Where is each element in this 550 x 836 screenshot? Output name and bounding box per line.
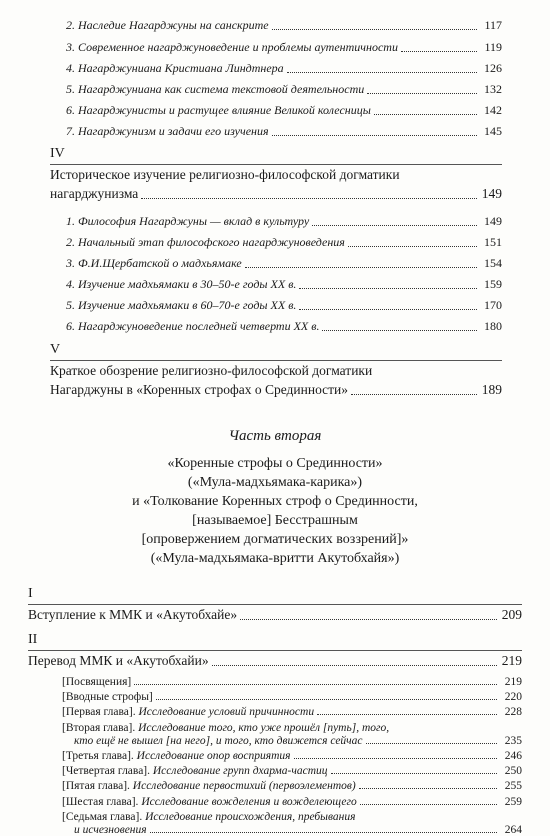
- toc-entry-page: 180: [484, 319, 502, 333]
- toc-entry-title: Перевод ММК и «Акутобхайи»: [28, 653, 209, 668]
- toc-entry-page: 151: [484, 235, 502, 249]
- toc-entry-page: 170: [484, 298, 502, 312]
- toc-leader: [360, 803, 497, 805]
- chapter-bracket: [Шестая глава].: [62, 795, 139, 808]
- toc-leader: [322, 329, 477, 331]
- toc-entry[interactable]: [62, 691, 522, 703]
- toc-entry-title: 6. Нагарджунисты и растущее влияние Великой колесницы: [66, 103, 371, 117]
- chapter-bracket: [Вводные строфы]: [62, 691, 153, 704]
- toc-leader: [245, 266, 477, 268]
- chapter-bracket: [Посвящения]: [62, 676, 132, 688]
- section-rule: [50, 360, 502, 361]
- toc-entry-page: 149: [481, 186, 502, 201]
- section-rule: [28, 604, 522, 605]
- chapter-bracket: [Седьмая глава].: [62, 810, 143, 823]
- toc-entry[interactable]: [66, 124, 502, 139]
- toc-entry-page: 209: [501, 607, 522, 622]
- toc-entry-page: 126: [484, 61, 502, 75]
- toc-entry-title: 2. Наследие Нагарджуны на санскрите: [66, 18, 269, 32]
- toc-leader: [312, 224, 477, 226]
- toc-entry-page: 142: [484, 103, 502, 117]
- part-title-line: [называемое] Бесстрашным: [192, 513, 358, 528]
- toc-entry-page: 246: [504, 750, 522, 762]
- toc-leader: [141, 197, 477, 199]
- toc-entry[interactable]: [28, 607, 522, 623]
- toc-leader: [317, 713, 497, 715]
- toc-entry-title: 4. Нагарджуниана Кристиана Линдтнера: [66, 61, 284, 75]
- toc-entry-title: 5. Нагарджуниана как система текстовой деятельности: [66, 82, 365, 96]
- toc-entry-title: [62, 722, 389, 734]
- toc-entry-page: 145: [484, 124, 502, 138]
- toc-entry-title: [62, 706, 314, 718]
- chapter-title: Исследование групп дхарма-частиц: [150, 765, 328, 778]
- chapter-title: Исследование происхождения, пребывания: [142, 810, 356, 823]
- chapter-title: Исследование условий причинности: [135, 706, 315, 719]
- toc-leader: [156, 698, 497, 700]
- toc-entry-page: 264: [504, 824, 522, 836]
- toc-entry-page: 219: [501, 653, 522, 668]
- toc-entry[interactable]: [66, 235, 502, 250]
- toc-entry[interactable]: [66, 277, 502, 292]
- toc-leader: [374, 113, 477, 115]
- toc-entry-page: 154: [484, 256, 502, 270]
- toc-entry-title: [62, 750, 291, 762]
- toc-entry-title: 3. Ф.И.Щербатской о мадхьямаке: [66, 256, 242, 270]
- toc-entry[interactable]: [66, 103, 502, 118]
- chapter-bracket: [Первая глава].: [62, 706, 136, 719]
- toc-leader: [287, 71, 477, 73]
- toc-entry-page: 159: [484, 277, 502, 291]
- toc-entry[interactable]: [62, 750, 522, 762]
- section-numeral: V: [50, 342, 61, 357]
- toc-entry-page: 189: [481, 382, 502, 397]
- section-title: Краткое обозрение религиозно-философской догматики: [50, 363, 373, 378]
- toc-entry[interactable]: [74, 824, 522, 836]
- toc-entry-title: [62, 676, 131, 688]
- chapter-title: Исследование первостихий (первоэлементов): [129, 780, 356, 793]
- toc-entry-title: [62, 796, 357, 808]
- toc-entry-title: [62, 765, 328, 777]
- toc-leader: [299, 308, 477, 310]
- toc-entry-title: 4. Изучение мадхьямаки в 30–50-е годы XX в.: [66, 277, 297, 291]
- part-label: Часть вторая: [228, 428, 322, 444]
- toc-entry[interactable]: [66, 61, 502, 76]
- toc-leader: [272, 28, 477, 30]
- toc-entry[interactable]: [62, 765, 522, 777]
- toc-leader: [401, 50, 477, 52]
- toc-leader: [331, 772, 498, 774]
- toc-entry-page: 220: [504, 691, 522, 704]
- toc-entry-title: 3. Современное нагарджуноведение и проблемы аутентичности: [66, 40, 398, 54]
- toc-entry-title: 1. Философия Нагарджуны — вклад в культуру: [66, 214, 310, 228]
- chapter-title: Исследование того, кто уже прошёл [путь], того,: [135, 721, 390, 734]
- toc-entry[interactable]: [62, 676, 522, 688]
- toc-leader: [294, 757, 497, 759]
- toc-entry-page: 119: [484, 40, 502, 54]
- part-title-line: «Коренные строфы о Срединности»: [167, 456, 383, 471]
- toc-entry[interactable]: [50, 186, 502, 202]
- section-numeral: II: [28, 632, 38, 647]
- toc-entry-title: [62, 780, 356, 792]
- toc-entry-title: [62, 811, 355, 823]
- part-title-line: [опровержением догматических воззрений]»: [141, 532, 409, 547]
- toc-entry-title: 7. Нагарджунизм и задачи его изучения: [66, 124, 269, 138]
- toc-leader: [366, 742, 497, 744]
- toc-entry-page: 132: [484, 82, 502, 96]
- toc-leader: [299, 287, 477, 289]
- toc-entry-title: Вступление к ММК и «Акутобхайе»: [28, 607, 238, 622]
- toc-leader: [240, 618, 497, 620]
- toc-entry-page: 219: [504, 676, 522, 688]
- chapter-title: Исследование вожделения и вожделеющего: [138, 795, 357, 808]
- toc-entry[interactable]: [50, 382, 502, 398]
- toc-entry[interactable]: [66, 319, 502, 334]
- chapter-bracket: [Третья глава].: [62, 750, 134, 762]
- toc-entry[interactable]: [66, 40, 502, 55]
- toc-entry-title-cont: кто ещё не вышел [на него], и того, кто движется сейчас: [74, 734, 363, 747]
- toc-leader: [348, 245, 477, 247]
- toc-entry-title: нагарджунизма: [50, 186, 139, 201]
- toc-entry-page: 255: [504, 780, 522, 793]
- section-numeral: IV: [50, 146, 65, 161]
- toc-entry-page: 259: [504, 795, 522, 808]
- toc-leader: [150, 831, 497, 833]
- toc-entry[interactable]: [62, 706, 522, 718]
- toc-entry-title: и исчезновения: [74, 824, 147, 836]
- toc-entry[interactable]: [66, 82, 502, 97]
- toc-entry[interactable]: [66, 214, 502, 229]
- toc-leader: [351, 393, 477, 395]
- toc-entry-title: [62, 691, 153, 703]
- chapter-title: Исследование опор восприятия: [133, 750, 291, 762]
- toc-leader: [272, 134, 477, 136]
- chapter-bracket: [Пятая глава].: [62, 780, 130, 793]
- section-rule: [50, 164, 502, 165]
- toc-entry[interactable]: [66, 256, 502, 271]
- toc-entry[interactable]: [62, 796, 522, 808]
- toc-leader: [359, 787, 497, 789]
- chapter-bracket: [Вторая глава].: [62, 721, 136, 734]
- section-title: Историческое изучение религиозно-философской догматики: [50, 167, 400, 182]
- toc-entry-page: 228: [504, 706, 522, 719]
- toc-entry-page: 149: [484, 214, 502, 228]
- toc-entry-page: 235: [504, 734, 522, 747]
- toc-entry-title: 2. Начальный этап философского нагарджуноведения: [66, 235, 345, 249]
- toc-leader: [212, 664, 497, 666]
- section-numeral: I: [28, 586, 33, 601]
- toc-entry-title: Нагарджуны в «Коренных строфах о Срединности»: [50, 382, 349, 397]
- part-title-line: и «Толкование Коренных строф о Срединности,: [132, 494, 418, 509]
- part-title-line: («Мула-мадхьямака-вритти Акутобхайя»): [150, 551, 400, 566]
- toc-entry-title: 6. Нагарджуноведение последней четверти XX в.: [66, 319, 320, 333]
- toc-entry[interactable]: [66, 18, 502, 33]
- section-rule: [28, 650, 522, 651]
- toc-entry-title: 5. Изучение мадхьямаки в 60–70-е годы XX в.: [66, 298, 297, 312]
- toc-entry[interactable]: [74, 735, 522, 747]
- chapter-bracket: [Четвертая глава].: [62, 765, 150, 778]
- toc-entry-page: 250: [504, 765, 522, 778]
- toc-leader: [134, 683, 497, 685]
- toc-leader: [367, 92, 477, 94]
- toc-entry[interactable]: [66, 298, 502, 313]
- toc-entry[interactable]: [62, 780, 522, 792]
- toc-entry-page: 117: [484, 18, 502, 32]
- toc-entry[interactable]: [28, 653, 522, 669]
- part-title-line: («Мула-мадхьямака-карика»): [187, 475, 363, 490]
